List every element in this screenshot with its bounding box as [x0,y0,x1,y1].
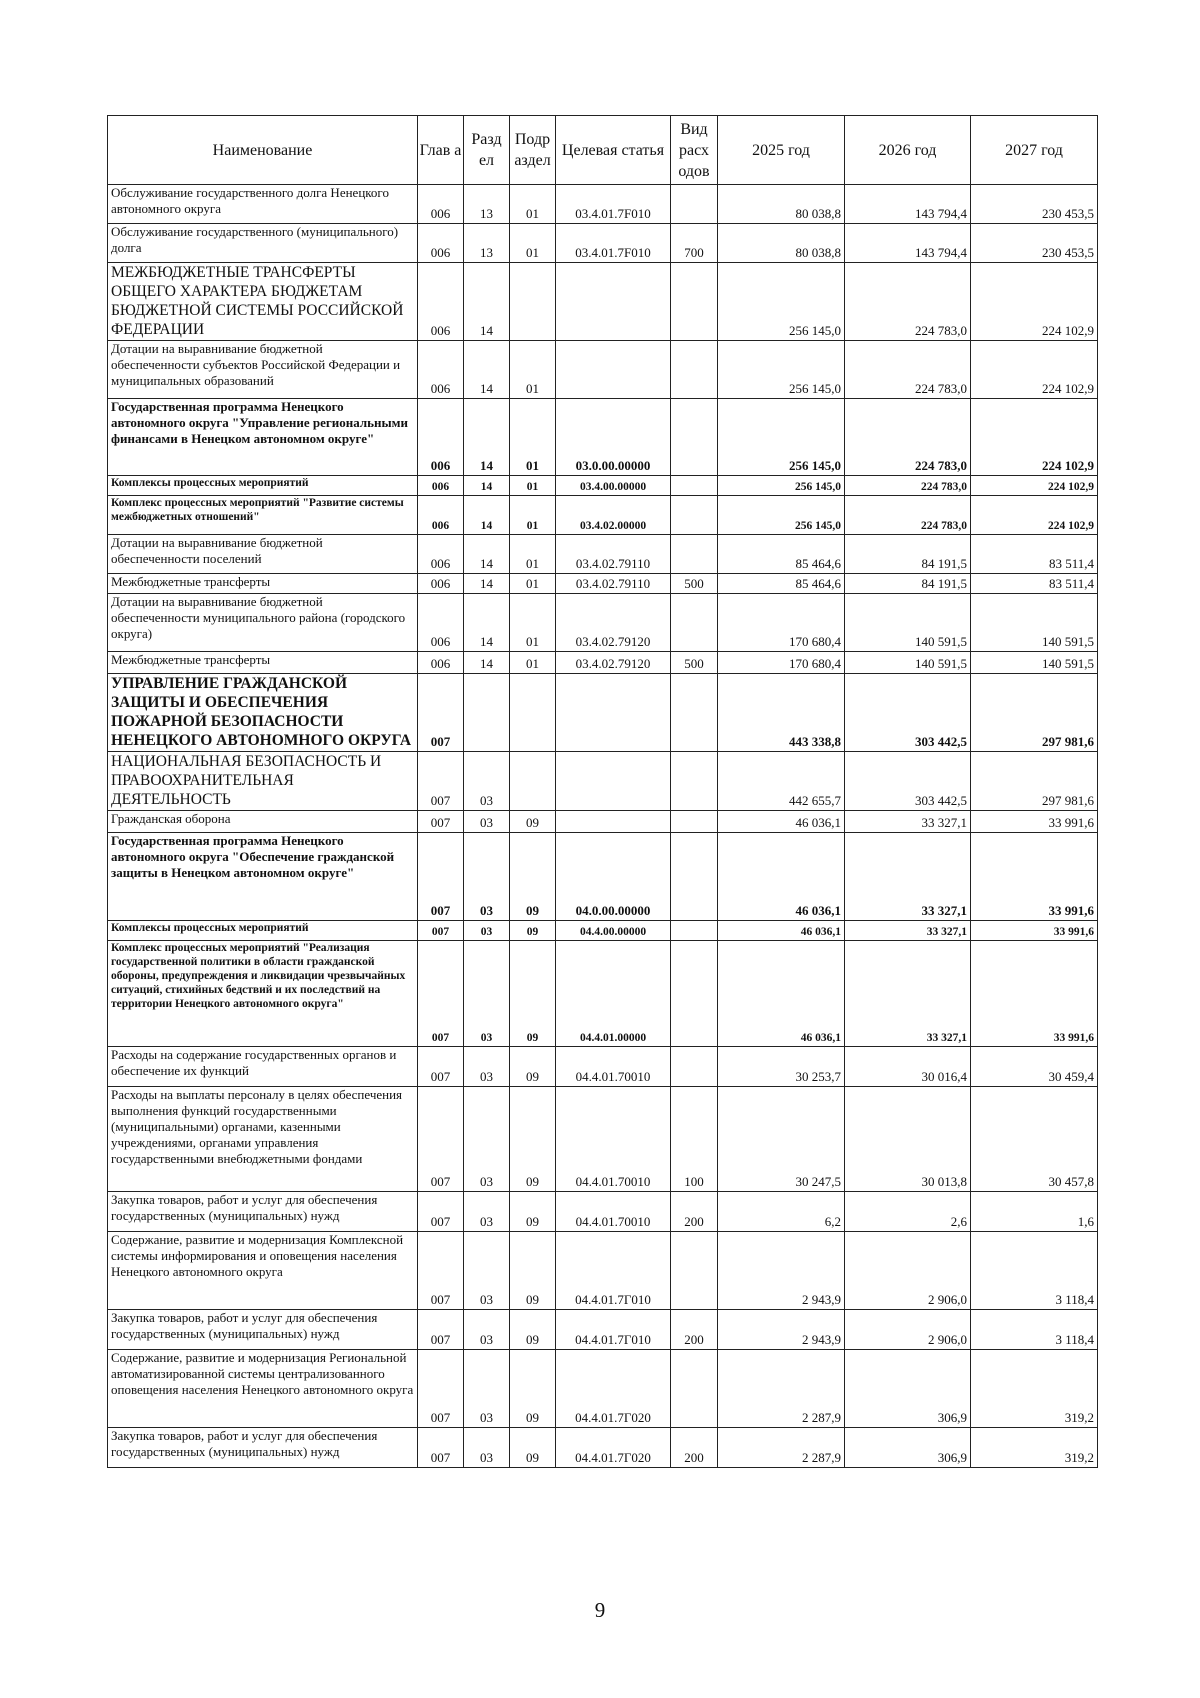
cell-2027: 297 981,6 [971,752,1098,811]
cell-razdel: 03 [464,833,510,921]
header-podrazdel: Подр аздел [510,116,556,185]
header-2027: 2027 год [971,116,1098,185]
cell-target: 03.0.00.00000 [556,399,671,476]
cell-razdel: 14 [464,476,510,496]
cell-vid: 200 [671,1428,718,1468]
header-2025: 2025 год [718,116,845,185]
table-row [108,652,1098,674]
cell-name: Содержание, развитие и модернизация Комплексной системы информирования и оповещения населения Ненецкого автономного округа [108,1232,418,1310]
cell-target: 04.0.00.00000 [556,833,671,921]
cell-2026: 140 591,5 [845,594,971,652]
cell-target: 04.4.00.00000 [556,921,671,941]
table-row [108,1047,1098,1087]
header-name: Наименование [108,116,418,185]
cell-2027: 224 102,9 [971,399,1098,476]
cell-podrazdel: 01 [510,185,556,224]
cell-razdel: 03 [464,811,510,833]
cell-razdel: 14 [464,399,510,476]
cell-2026: 33 327,1 [845,811,971,833]
cell-2027: 33 991,6 [971,833,1098,921]
table-row [108,752,1098,811]
cell-vid: 200 [671,1310,718,1350]
cell-2026: 140 591,5 [845,652,971,674]
table-row [108,941,1098,1047]
cell-2026: 2 906,0 [845,1310,971,1350]
cell-podrazdel: 01 [510,224,556,263]
cell-2026: 84 191,5 [845,574,971,594]
cell-target: 03.4.02.79110 [556,535,671,574]
cell-podrazdel: 09 [510,1428,556,1468]
table-row [108,535,1098,574]
cell-razdel: 14 [464,594,510,652]
page-number: 9 [594,1598,606,1622]
cell-name: Дотации на выравнивание бюджетной обеспеченности субъектов Российской Федерации и муниципальных образований [108,341,418,399]
cell-2026: 143 794,4 [845,224,971,263]
cell-glava: 006 [418,476,464,496]
table-row [108,341,1098,399]
cell-glava: 006 [418,574,464,594]
cell-2025: 2 287,9 [718,1428,845,1468]
cell-vid [671,833,718,921]
cell-2026: 224 783,0 [845,341,971,399]
cell-razdel: 13 [464,224,510,263]
cell-vid [671,1350,718,1428]
cell-vid: 200 [671,1192,718,1232]
cell-razdel: 03 [464,1087,510,1192]
cell-glava: 006 [418,496,464,535]
table-row [108,263,1098,341]
cell-name: Дотации на выравнивание бюджетной обеспеченности поселений [108,535,418,574]
cell-2027: 224 102,9 [971,476,1098,496]
table-row [108,224,1098,263]
cell-podrazdel: 09 [510,1232,556,1310]
cell-vid [671,752,718,811]
cell-2027: 297 981,6 [971,674,1098,752]
header-razdel: Разд ел [464,116,510,185]
cell-name: Государственная программа Ненецкого автономного округа "Обеспечение гражданской защиты в Ненецком автономном округе" [108,833,418,921]
cell-vid [671,674,718,752]
cell-target: 03.4.02.79110 [556,574,671,594]
cell-name: Комплекс процессных мероприятий "Развитие системы межбюджетных отношений" [108,496,418,535]
cell-name: Комплекс процессных мероприятий "Реализация государственной политики в области гражданской обороны, предупреждения и ликвидации чрезвычайных ситуаций, стихийных бедствий и их последствий на территории Ненецкого автономного округа" [108,941,418,1047]
cell-podrazdel [510,674,556,752]
cell-2027: 3 118,4 [971,1310,1098,1350]
cell-2026: 143 794,4 [845,185,971,224]
cell-2025: 85 464,6 [718,574,845,594]
cell-glava: 007 [418,941,464,1047]
cell-2026: 30 013,8 [845,1087,971,1192]
cell-podrazdel: 09 [510,1047,556,1087]
cell-glava: 007 [418,752,464,811]
table-row [108,185,1098,224]
cell-target: 03.4.02.79120 [556,652,671,674]
cell-2025: 2 943,9 [718,1310,845,1350]
cell-razdel: 14 [464,341,510,399]
table-row [108,399,1098,476]
table-row [108,833,1098,921]
cell-podrazdel: 01 [510,476,556,496]
header-2026: 2026 год [845,116,971,185]
cell-vid [671,1232,718,1310]
cell-glava: 007 [418,1192,464,1232]
table-row [108,1232,1098,1310]
cell-name: Обслуживание государственного (муниципального) долга [108,224,418,263]
cell-name: Расходы на содержание государственных органов и обеспечение их функций [108,1047,418,1087]
table-row [108,1428,1098,1468]
cell-2027: 224 102,9 [971,496,1098,535]
cell-vid [671,941,718,1047]
cell-vid: 700 [671,224,718,263]
cell-2025: 256 145,0 [718,496,845,535]
table-row [108,1087,1098,1192]
cell-target: 04.4.01.70010 [556,1192,671,1232]
cell-podrazdel: 09 [510,1087,556,1192]
cell-2025: 256 145,0 [718,476,845,496]
cell-2025: 2 943,9 [718,1232,845,1310]
cell-2026: 224 783,0 [845,399,971,476]
cell-name: Закупка товаров, работ и услуг для обеспечения государственных (муниципальных) нужд [108,1192,418,1232]
cell-razdel: 14 [464,535,510,574]
cell-razdel: 14 [464,496,510,535]
cell-2026: 224 783,0 [845,496,971,535]
cell-glava: 006 [418,224,464,263]
cell-razdel: 03 [464,921,510,941]
cell-2027: 30 459,4 [971,1047,1098,1087]
table-row [108,594,1098,652]
cell-podrazdel: 01 [510,574,556,594]
cell-vid [671,263,718,341]
cell-name: Межбюджетные трансферты [108,574,418,594]
cell-podrazdel: 01 [510,594,556,652]
cell-2025: 46 036,1 [718,811,845,833]
cell-2026: 303 442,5 [845,752,971,811]
cell-glava: 007 [418,674,464,752]
cell-target: 04.4.01.00000 [556,941,671,1047]
cell-razdel: 03 [464,1192,510,1232]
cell-podrazdel: 01 [510,496,556,535]
cell-2025: 30 247,5 [718,1087,845,1192]
cell-2027: 33 991,6 [971,811,1098,833]
cell-name: НАЦИОНАЛЬНАЯ БЕЗОПАСНОСТЬ И ПРАВООХРАНИТЕЛЬНАЯ ДЕЯТЕЛЬНОСТЬ [108,752,418,811]
cell-target [556,752,671,811]
cell-glava: 007 [418,921,464,941]
cell-podrazdel: 09 [510,941,556,1047]
cell-2026: 2 906,0 [845,1232,971,1310]
cell-name: МЕЖБЮДЖЕТНЫЕ ТРАНСФЕРТЫ ОБЩЕГО ХАРАКТЕРА БЮДЖЕТАМ БЮДЖЕТНОЙ СИСТЕМЫ РОССИЙСКОЙ ФЕДЕРАЦИИ [108,263,418,341]
cell-2026: 30 016,4 [845,1047,971,1087]
cell-glava: 007 [418,1428,464,1468]
cell-podrazdel: 09 [510,1192,556,1232]
cell-2027: 83 511,4 [971,574,1098,594]
cell-target: 04.4.01.7Г010 [556,1232,671,1310]
cell-name: Содержание, развитие и модернизация Региональной автоматизированной системы централизованного оповещения населения Ненецкого автономного округа [108,1350,418,1428]
cell-glava: 006 [418,185,464,224]
cell-podrazdel: 09 [510,921,556,941]
cell-razdel: 14 [464,263,510,341]
cell-target: 03.4.01.7F010 [556,185,671,224]
cell-vid [671,476,718,496]
cell-2027: 83 511,4 [971,535,1098,574]
table-row [108,674,1098,752]
cell-2026: 224 783,0 [845,476,971,496]
cell-target: 04.4.01.70010 [556,1087,671,1192]
table-row [108,1310,1098,1350]
cell-razdel [464,674,510,752]
cell-2027: 33 991,6 [971,941,1098,1047]
header-target: Целевая статья [556,116,671,185]
cell-name: Межбюджетные трансферты [108,652,418,674]
table-row [108,811,1098,833]
cell-vid: 500 [671,574,718,594]
cell-name: Закупка товаров, работ и услуг для обеспечения государственных (муниципальных) нужд [108,1428,418,1468]
cell-target [556,341,671,399]
cell-2027: 1,6 [971,1192,1098,1232]
table-row [108,1192,1098,1232]
cell-vid: 500 [671,652,718,674]
cell-razdel: 03 [464,1232,510,1310]
cell-vid [671,496,718,535]
cell-glava: 006 [418,263,464,341]
cell-podrazdel [510,263,556,341]
cell-target [556,674,671,752]
header-glava: Глав а [418,116,464,185]
cell-2025: 80 038,8 [718,185,845,224]
cell-2027: 140 591,5 [971,652,1098,674]
cell-vid: 100 [671,1087,718,1192]
cell-vid [671,594,718,652]
cell-podrazdel: 01 [510,399,556,476]
cell-2025: 30 253,7 [718,1047,845,1087]
cell-podrazdel: 01 [510,652,556,674]
cell-2026: 306,9 [845,1428,971,1468]
cell-2027: 230 453,5 [971,224,1098,263]
cell-razdel: 03 [464,1310,510,1350]
cell-vid [671,399,718,476]
cell-name: Гражданская оборона [108,811,418,833]
cell-glava: 007 [418,811,464,833]
cell-vid [671,185,718,224]
cell-glava: 007 [418,833,464,921]
cell-2027: 224 102,9 [971,263,1098,341]
cell-name: УПРАВЛЕНИЕ ГРАЖДАНСКОЙ ЗАЩИТЫ И ОБЕСПЕЧЕНИЯ ПОЖАРНОЙ БЕЗОПАСНОСТИ НЕНЕЦКОГО АВТОНОМНОГО ОКРУГА [108,674,418,752]
cell-razdel: 13 [464,185,510,224]
cell-razdel: 14 [464,574,510,594]
cell-name: Комплексы процессных мероприятий [108,921,418,941]
cell-target: 04.4.01.7Г020 [556,1428,671,1468]
table-row [108,921,1098,941]
cell-2027: 319,2 [971,1428,1098,1468]
cell-2025: 46 036,1 [718,921,845,941]
cell-razdel: 14 [464,652,510,674]
cell-podrazdel: 01 [510,341,556,399]
cell-2026: 33 327,1 [845,921,971,941]
cell-target: 03.4.02.79120 [556,594,671,652]
cell-2026: 33 327,1 [845,941,971,1047]
cell-target: 03.4.02.00000 [556,496,671,535]
cell-podrazdel: 09 [510,833,556,921]
cell-2025: 2 287,9 [718,1350,845,1428]
cell-glava: 007 [418,1350,464,1428]
cell-2026: 306,9 [845,1350,971,1428]
cell-target: 03.4.01.7F010 [556,224,671,263]
cell-target: 04.4.01.70010 [556,1047,671,1087]
table-row [108,574,1098,594]
cell-2026: 84 191,5 [845,535,971,574]
cell-glava: 007 [418,1232,464,1310]
cell-name: Государственная программа Ненецкого автономного округа "Управление региональными финансами в Ненецком автономном округе" [108,399,418,476]
table-body [108,185,1098,1468]
cell-2025: 443 338,8 [718,674,845,752]
cell-glava: 006 [418,399,464,476]
cell-glava: 006 [418,341,464,399]
cell-2025: 170 680,4 [718,652,845,674]
cell-2027: 30 457,8 [971,1087,1098,1192]
cell-glava: 006 [418,594,464,652]
cell-2027: 224 102,9 [971,341,1098,399]
cell-2025: 46 036,1 [718,833,845,921]
cell-2027: 230 453,5 [971,185,1098,224]
header-vid: Вид расх одов [671,116,718,185]
cell-podrazdel: 01 [510,535,556,574]
cell-2025: 256 145,0 [718,263,845,341]
cell-target: 03.4.00.00000 [556,476,671,496]
cell-target: 04.4.01.7Г020 [556,1350,671,1428]
table-row [108,496,1098,535]
cell-2026: 33 327,1 [845,833,971,921]
cell-vid [671,811,718,833]
cell-razdel: 03 [464,941,510,1047]
cell-podrazdel: 09 [510,811,556,833]
cell-target [556,263,671,341]
cell-glava: 006 [418,652,464,674]
cell-target [556,811,671,833]
table-row [108,1350,1098,1428]
table-header-row [108,116,1098,185]
cell-glava: 006 [418,535,464,574]
cell-glava: 007 [418,1047,464,1087]
cell-2026: 2,6 [845,1192,971,1232]
cell-2027: 3 118,4 [971,1232,1098,1310]
cell-name: Дотации на выравнивание бюджетной обеспеченности муниципального района (городского округа) [108,594,418,652]
cell-2025: 170 680,4 [718,594,845,652]
cell-vid [671,341,718,399]
cell-2027: 33 991,6 [971,921,1098,941]
cell-name: Расходы на выплаты персоналу в целях обеспечения выполнения функций государственными (муниципальными) органами, казенными учреждениями, органами управления государственными внебюджетными фондами [108,1087,418,1192]
cell-2025: 442 655,7 [718,752,845,811]
cell-2025: 46 036,1 [718,941,845,1047]
cell-razdel: 03 [464,1428,510,1468]
cell-2025: 85 464,6 [718,535,845,574]
cell-razdel: 03 [464,1350,510,1428]
cell-name: Закупка товаров, работ и услуг для обеспечения государственных (муниципальных) нужд [108,1310,418,1350]
cell-2026: 303 442,5 [845,674,971,752]
cell-razdel: 03 [464,752,510,811]
budget-table [107,115,1098,1468]
cell-glava: 007 [418,1087,464,1192]
cell-2025: 80 038,8 [718,224,845,263]
cell-2025: 256 145,0 [718,399,845,476]
cell-name: Комплексы процессных мероприятий [108,476,418,496]
cell-glava: 007 [418,1310,464,1350]
cell-vid [671,535,718,574]
cell-podrazdel: 09 [510,1350,556,1428]
cell-target: 04.4.01.7Г010 [556,1310,671,1350]
cell-podrazdel [510,752,556,811]
cell-2027: 319,2 [971,1350,1098,1428]
cell-name: Обслуживание государственного долга Ненецкого автономного округа [108,185,418,224]
cell-2027: 140 591,5 [971,594,1098,652]
cell-podrazdel: 09 [510,1310,556,1350]
cell-2026: 224 783,0 [845,263,971,341]
cell-razdel: 03 [464,1047,510,1087]
cell-2025: 256 145,0 [718,341,845,399]
cell-vid [671,1047,718,1087]
cell-2025: 6,2 [718,1192,845,1232]
table-row [108,476,1098,496]
cell-vid [671,921,718,941]
